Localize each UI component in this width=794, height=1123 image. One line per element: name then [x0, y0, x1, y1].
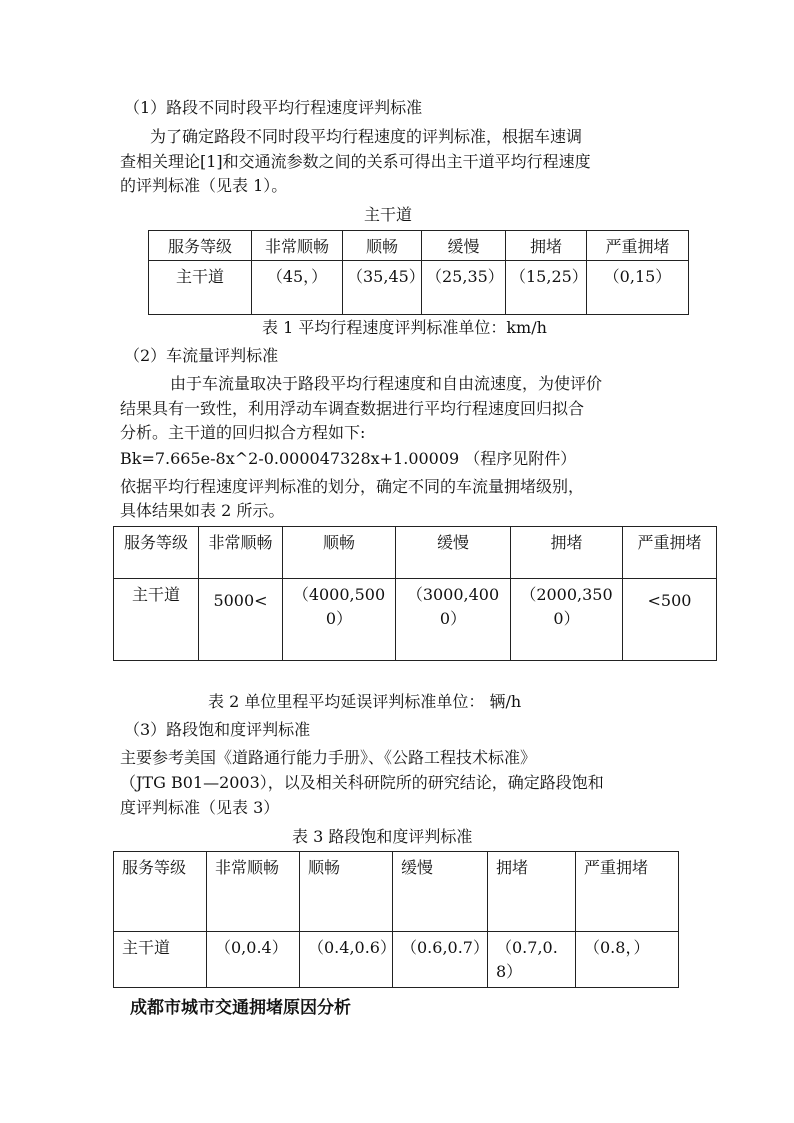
paragraph-line: 为了确定路段不同时段平均行程速度的评判标准，根据车速调	[150, 127, 583, 146]
table-cell: <500	[623, 579, 717, 661]
table-3	[113, 851, 679, 988]
table-header-row	[114, 527, 717, 579]
table-cell: 主干道	[114, 579, 199, 661]
table-cell: （25,35）	[422, 261, 506, 315]
header-cell: 严重拥堵	[576, 852, 679, 932]
paragraph-line: 结果具有一致性，利用浮动车调查数据进行平均行程速度回归拟合	[120, 399, 585, 418]
paragraph-line: 主要参考美国《道路通行能力手册》、《公路工程技术标准》	[120, 748, 537, 767]
table-row	[149, 261, 689, 315]
header-cell: 非常顺畅	[252, 231, 343, 261]
table-cell: （3000,4000）	[396, 579, 511, 661]
table-header-row	[114, 852, 679, 932]
header-cell: 服务等级	[114, 852, 207, 932]
paragraph-line: 分析。主干道的回归拟合方程如下:	[120, 423, 366, 442]
table-header-row	[149, 231, 689, 261]
table-1-caption: 表 1 平均行程速度评判标准单位：km/h	[262, 318, 547, 337]
section-2-heading: （2）车流量评判标准	[124, 346, 279, 365]
table-cell: 主干道	[149, 261, 252, 315]
header-cell: 拥堵	[488, 852, 576, 932]
header-cell: 非常顺畅	[199, 527, 283, 579]
header-cell: 服务等级	[149, 231, 252, 261]
paragraph-line: 的评判标准（见表 1）。	[120, 176, 288, 195]
table-cell: （0.7,0.8）	[488, 932, 576, 988]
header-cell: 顺畅	[300, 852, 393, 932]
section-1-heading: （1）路段不同时段平均行程速度评判标准	[124, 98, 423, 117]
section-heading: 成都市城市交通拥堵原因分析	[130, 998, 351, 1018]
header-cell: 缓慢	[393, 852, 488, 932]
table-cell: （0,0.4）	[207, 932, 300, 988]
regression-equation: Bk=7.665e-8x^2-0.000047328x+1.00009 （程序见附件）	[120, 449, 577, 468]
header-cell: 非常顺畅	[207, 852, 300, 932]
paragraph-line: （JTG B01—2003），以及相关科研院所的研究结论，确定路段饱和	[120, 773, 604, 792]
table-cell: （0.8，）	[576, 932, 679, 988]
table-1-title: 主干道	[364, 205, 413, 224]
table-row	[114, 932, 679, 988]
table-2-caption: 表 2 单位里程平均延误评判标准单位： 辆/h	[208, 692, 522, 711]
table-cell: （15,25）	[506, 261, 587, 315]
table-1	[148, 230, 689, 315]
paragraph-line: 依据平均行程速度评判标准的划分，确定不同的车流量拥堵级别，	[120, 477, 585, 496]
header-cell: 严重拥堵	[623, 527, 717, 579]
paragraph-line: 度评判标准（见表 3）	[120, 798, 280, 817]
table-2	[113, 526, 717, 661]
header-cell: 拥堵	[506, 231, 587, 261]
table-cell: （0.4,0.6）	[300, 932, 393, 988]
paragraph-line: 查相关理论[1]和交通流参数之间的关系可得出主干道平均行程速度	[120, 152, 591, 171]
header-cell: 顺畅	[283, 527, 396, 579]
table-cell: （0,15）	[587, 261, 689, 315]
table-cell: （35,45）	[343, 261, 422, 315]
header-cell: 服务等级	[114, 527, 199, 579]
table-cell: 5000<	[199, 579, 283, 661]
table-cell: （4000,5000）	[283, 579, 396, 661]
table-cell: 主干道	[114, 932, 207, 988]
table-cell: （2000,3500）	[511, 579, 623, 661]
table-cell: （0.6,0.7）	[393, 932, 488, 988]
header-cell: 缓慢	[422, 231, 506, 261]
header-cell: 顺畅	[343, 231, 422, 261]
header-cell: 严重拥堵	[587, 231, 689, 261]
section-3-heading: （3）路段饱和度评判标准	[124, 720, 311, 739]
header-cell: 缓慢	[396, 527, 511, 579]
paragraph-line: 具体结果如表 2 所示。	[120, 501, 285, 520]
paragraph-line: 由于车流量取决于路段平均行程速度和自由流速度，为使评价	[170, 374, 603, 393]
table-cell: （45，）	[252, 261, 343, 315]
table-3-title: 表 3 路段饱和度评判标准	[292, 827, 473, 846]
table-row	[114, 579, 717, 661]
header-cell: 拥堵	[511, 527, 623, 579]
